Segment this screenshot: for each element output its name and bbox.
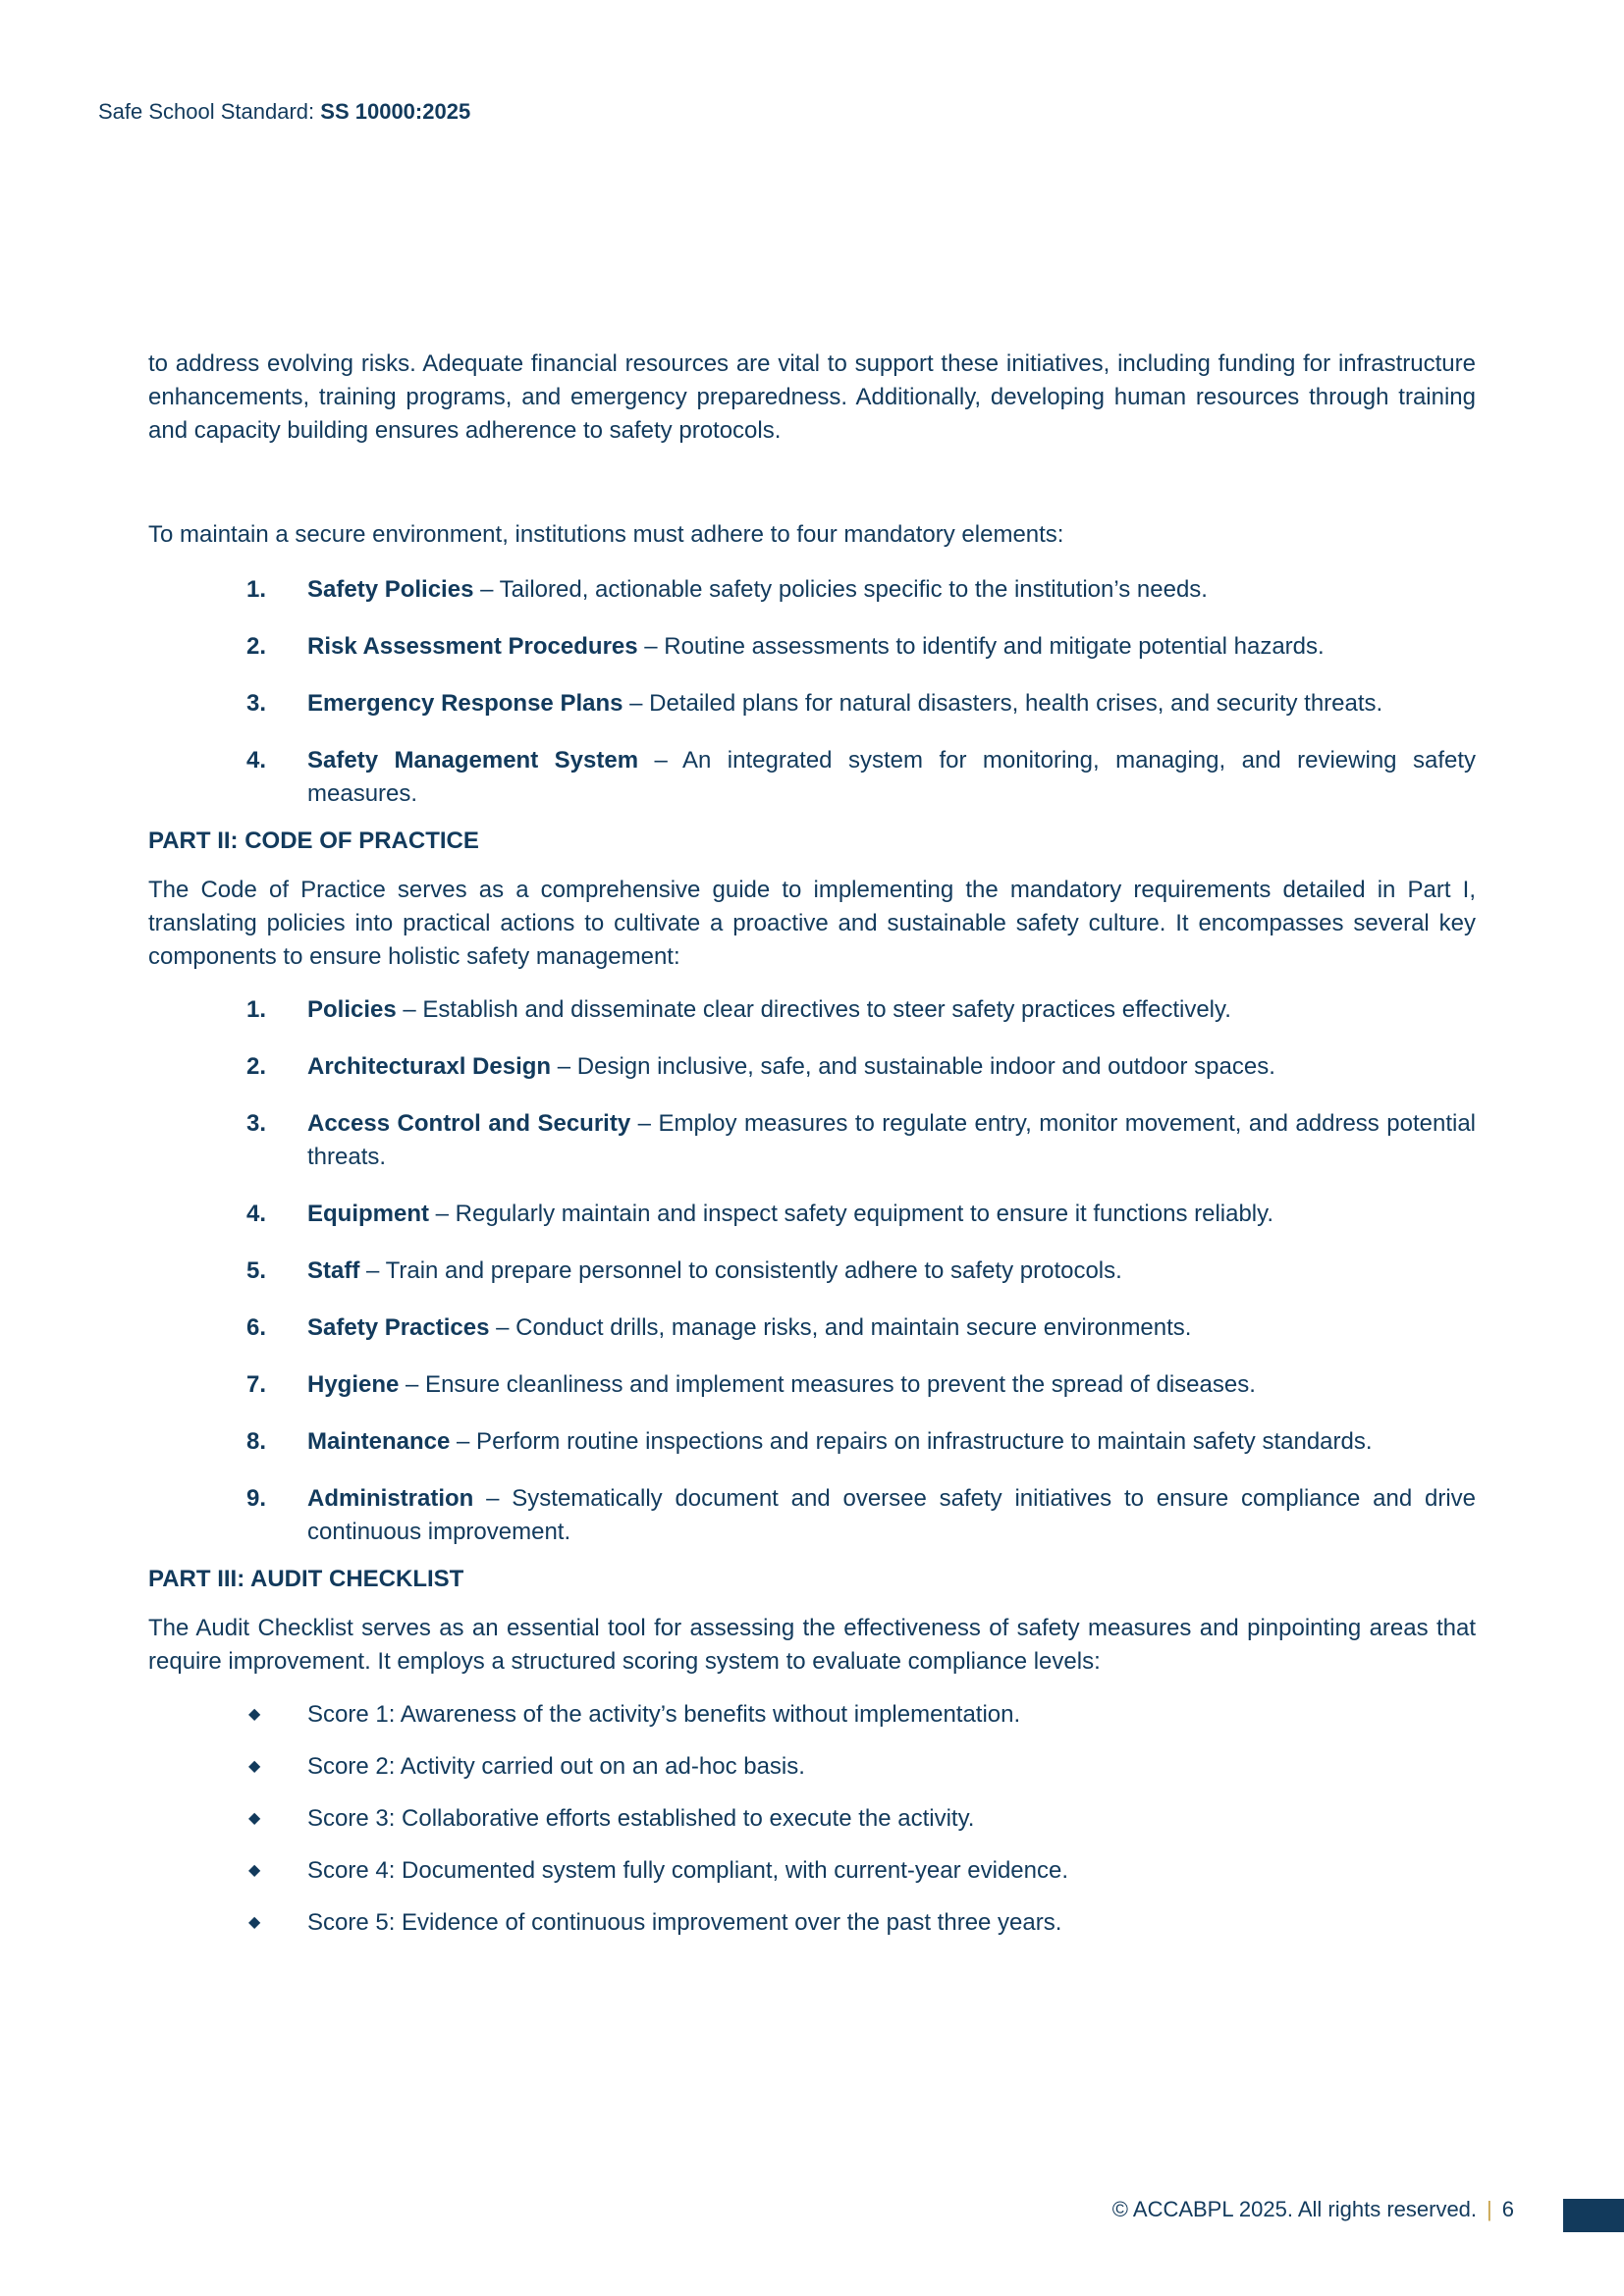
item-number: 2. xyxy=(246,1053,267,1080)
item-description: – Establish and disseminate clear directives to steer safety practices effectively. xyxy=(396,996,1231,1023)
item-description: – Routine assessments to identify and mitigate potential hazards. xyxy=(637,633,1325,660)
list-item xyxy=(148,1425,1476,1459)
audit-score-list xyxy=(148,1698,1476,1940)
item-number: 4. xyxy=(246,747,267,774)
item-term: Risk Assessment Procedures xyxy=(307,633,638,660)
item-description: – Employ measures to regulate entry, monitor movement, and address potential threats. xyxy=(307,1110,1477,1170)
item-description: – Perform routine inspections and repairs on infrastructure to maintain safety standards. xyxy=(450,1428,1373,1455)
item-number: 9. xyxy=(246,1485,267,1512)
list-item xyxy=(148,1198,1476,1231)
header-label: Safe School Standard: xyxy=(98,99,315,124)
item-term: Equipment xyxy=(307,1201,429,1227)
item-term: Administration xyxy=(307,1485,474,1512)
mandatory-lead: To maintain a secure environment, institutions must adhere to four mandatory elements: xyxy=(148,521,1064,548)
item-number: 1. xyxy=(246,576,267,603)
list-item xyxy=(148,1368,1476,1402)
item-description: – Train and prepare personnel to consistently adhere to safety protocols. xyxy=(359,1257,1122,1284)
item-description: – Detailed plans for natural disasters, health crises, and security threats. xyxy=(623,690,1383,717)
item-term: Maintenance xyxy=(307,1428,451,1455)
item-number: 1. xyxy=(246,996,267,1023)
item-description: – Systematically document and oversee safety initiatives to ensure compliance and drive continuous improvement. xyxy=(307,1485,1476,1545)
part3-paragraph: The Audit Checklist serves as an essential tool for assessing the effectiveness of safety measures and pinpointing areas that require improvement. It employs a structured scoring system to evaluate compliance levels: xyxy=(148,1615,1476,1675)
diamond-bullet-icon: ◆ xyxy=(248,1810,261,1827)
part2-heading: PART II: CODE OF PRACTICE xyxy=(148,828,479,854)
item-number: 6. xyxy=(246,1314,267,1341)
copyright-text: © ACCABPL 2025. All rights reserved. xyxy=(1111,2197,1478,2221)
item-number: 3. xyxy=(246,1110,267,1137)
list-item xyxy=(148,744,1476,811)
list-item xyxy=(148,1255,1476,1288)
item-number: 3. xyxy=(246,690,267,717)
item-term: Safety Policies xyxy=(307,576,474,603)
item-number: 2. xyxy=(246,633,267,660)
item-description: – Ensure cleanliness and implement measures to prevent the spread of diseases. xyxy=(399,1371,1256,1398)
footer-accent-bar xyxy=(1563,2199,1624,2232)
item-number: 4. xyxy=(246,1201,267,1227)
list-item xyxy=(148,687,1476,721)
diamond-bullet-icon: ◆ xyxy=(248,1862,261,1879)
list-item xyxy=(148,1854,1476,1888)
list-item xyxy=(148,573,1476,607)
list-item xyxy=(148,1750,1476,1784)
item-description: – An integrated system for monitoring, managing, and reviewing safety measures. xyxy=(307,747,1476,807)
item-description: – Design inclusive, safe, and sustainable indoor and outdoor spaces. xyxy=(551,1053,1275,1080)
running-header xyxy=(98,99,470,125)
item-term: Policies xyxy=(307,996,397,1023)
item-term: Safety Practices xyxy=(307,1314,490,1341)
diamond-bullet-icon: ◆ xyxy=(248,1914,261,1931)
diamond-bullet-icon: ◆ xyxy=(248,1758,261,1775)
score-text: Score 1: Awareness of the activity’s benefits without implementation. xyxy=(307,1701,1021,1728)
score-text: Score 2: Activity carried out on an ad-hoc basis. xyxy=(307,1753,805,1780)
item-term: Access Control and Security xyxy=(307,1110,631,1137)
list-item xyxy=(148,1050,1476,1084)
item-description: – Tailored, actionable safety policies specific to the institution’s needs. xyxy=(473,576,1208,603)
list-item xyxy=(148,1311,1476,1345)
item-number: 8. xyxy=(246,1428,267,1455)
list-item xyxy=(148,993,1476,1027)
list-item xyxy=(148,1698,1476,1732)
header-standard-code: SS 10000:2025 xyxy=(320,99,471,124)
item-term: Architecturaxl Design xyxy=(307,1053,552,1080)
mandatory-elements-list xyxy=(148,573,1476,811)
score-text: Score 4: Documented system fully compliant, with current-year evidence. xyxy=(307,1857,1068,1884)
code-of-practice-list xyxy=(148,993,1476,1549)
part2-paragraph: The Code of Practice serves as a comprehensive guide to implementing the mandatory requirements detailed in Part I, translating policies into practical actions to cultivate a proactive and sustainable safety culture. It encompasses several key components to ensure holistic safety management: xyxy=(148,877,1476,970)
diamond-bullet-icon: ◆ xyxy=(248,1706,261,1723)
list-item xyxy=(148,1482,1476,1549)
item-term: Staff xyxy=(307,1257,360,1284)
page-footer xyxy=(1112,2197,1514,2222)
part3-heading: PART III: AUDIT CHECKLIST xyxy=(148,1566,464,1592)
footer-separator: | xyxy=(1487,2197,1492,2221)
list-item xyxy=(148,1107,1476,1174)
intro-paragraph: to address evolving risks. Adequate financial resources are vital to support these initiatives, including funding for infrastructure enhancements, training programs, and emergency preparedness. Additionally, developing human resources through training and capacity building ensures adherence to safety protocols. xyxy=(148,350,1476,444)
item-term: Safety Management System xyxy=(307,747,639,774)
score-text: Score 3: Collaborative efforts established to execute the activity. xyxy=(307,1805,975,1832)
item-number: 5. xyxy=(246,1257,267,1284)
item-term: Hygiene xyxy=(307,1371,400,1398)
list-item xyxy=(148,1802,1476,1836)
item-description: – Regularly maintain and inspect safety equipment to ensure it functions reliably. xyxy=(429,1201,1274,1227)
item-term: Emergency Response Plans xyxy=(307,690,623,717)
score-text: Score 5: Evidence of continuous improvement over the past three years. xyxy=(307,1909,1062,1936)
page-content xyxy=(148,347,1476,1958)
item-description: – Conduct drills, manage risks, and maintain secure environments. xyxy=(489,1314,1192,1341)
list-item xyxy=(148,1906,1476,1940)
list-item xyxy=(148,630,1476,664)
item-number: 7. xyxy=(246,1371,267,1398)
page-number: 6 xyxy=(1501,2197,1514,2221)
